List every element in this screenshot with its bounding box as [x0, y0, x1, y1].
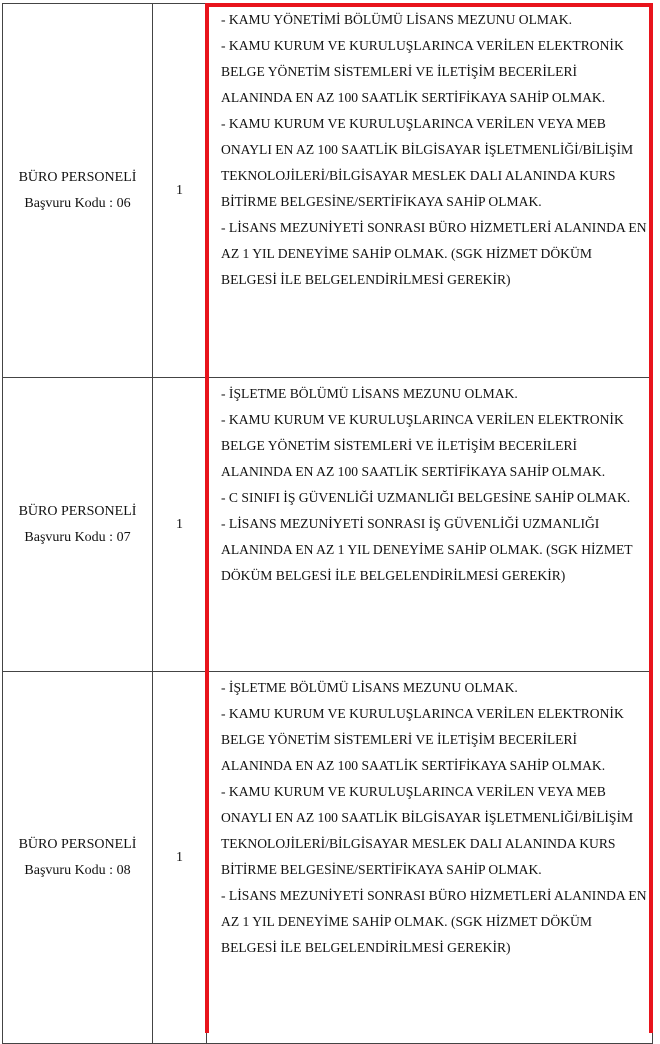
count-cell: 1: [153, 378, 207, 672]
requirement-item: - İŞLETME BÖLÜMÜ LİSANS MEZUNU OLMAK.: [221, 680, 518, 695]
position-cell: [3, 4, 153, 378]
requirement-item: - İŞLETME BÖLÜMÜ LİSANS MEZUNU OLMAK.: [221, 386, 518, 401]
requirement-item: - KAMU KURUM VE KURULUŞLARINCA VERİLEN VEYA MEB ONAYLI EN AZ 100 SAATLİK BİLGİSAYAR İŞLETMENLİĞİ/BİLİŞİM TEKNOLOJİLERİ/BİLGİSAYAR MESLEK DALI ALANINDA KURS BİTİRME BELGESİNE/SERTİFİKAYA SAHİP OLMAK.: [221, 784, 634, 877]
position-title: BÜRO PERSONELİ: [18, 836, 137, 852]
requirement-item: - KAMU YÖNETİMİ BÖLÜMÜ LİSANS MEZUNU OLMAK.: [221, 12, 573, 27]
requirements-cell: [207, 672, 653, 1044]
requirement-item: - LİSANS MEZUNİYETİ SONRASI İŞ GÜVENLİĞİ UZMANLIĞI ALANINDA EN AZ 1 YIL DENEYİME SAHİP OLMAK. (SGK HİZMET DÖKÜM BELGESİ İLE BELGELENDİRİLMESİ GEREKİR): [221, 516, 633, 583]
requirement-item: - KAMU KURUM VE KURULUŞLARINCA VERİLEN ELEKTRONİK BELGE YÖNETİM SİSTEMLERİ VE İLETİŞİM BECERİLERİ ALANINDA EN AZ 100 SAATLİK SERTİFİKAYA SAHİP OLMAK.: [221, 38, 624, 105]
count-cell: 1: [153, 672, 207, 1044]
position-cell: [3, 378, 153, 672]
table-row: [3, 672, 653, 1044]
table-row: [3, 4, 653, 378]
requirement-item: - LİSANS MEZUNİYETİ SONRASI BÜRO HİZMETLERİ ALANINDA EN AZ 1 YIL DENEYİME SAHİP OLMAK. (SGK HİZMET DÖKÜM BELGESİ İLE BELGELENDİRİLMESİ GEREKİR): [221, 220, 647, 287]
application-code: Başvuru Kodu : 07: [24, 529, 131, 545]
position-cell: [3, 672, 153, 1044]
table-row: [3, 378, 653, 672]
requirements-cell: [207, 378, 653, 672]
application-code: Başvuru Kodu : 06: [24, 195, 131, 211]
position-title: BÜRO PERSONELİ: [18, 503, 137, 519]
requirements-cell: [207, 4, 653, 378]
requirement-item: - C SINIFI İŞ GÜVENLİĞİ UZMANLIĞI BELGESİNE SAHİP OLMAK.: [221, 490, 631, 505]
requirement-item: - KAMU KURUM VE KURULUŞLARINCA VERİLEN VEYA MEB ONAYLI EN AZ 100 SAATLİK BİLGİSAYAR İŞLETMENLİĞİ/BİLİŞİM TEKNOLOJİLERİ/BİLGİSAYAR MESLEK DALI ALANINDA KURS BİTİRME BELGESİNE/SERTİFİKAYA SAHİP OLMAK.: [221, 116, 634, 209]
count-cell: 1: [153, 4, 207, 378]
position-title: BÜRO PERSONELİ: [18, 169, 137, 185]
application-code: Başvuru Kodu : 08: [24, 862, 131, 878]
requirement-item: - KAMU KURUM VE KURULUŞLARINCA VERİLEN ELEKTRONİK BELGE YÖNETİM SİSTEMLERİ VE İLETİŞİM BECERİLERİ ALANINDA EN AZ 100 SAATLİK SERTİFİKAYA SAHİP OLMAK.: [221, 706, 624, 773]
requirement-item: - LİSANS MEZUNİYETİ SONRASI BÜRO HİZMETLERİ ALANINDA EN AZ 1 YIL DENEYİME SAHİP OLMAK. (SGK HİZMET DÖKÜM BELGESİ İLE BELGELENDİRİLMESİ GEREKİR): [221, 888, 647, 955]
requirement-item: - KAMU KURUM VE KURULUŞLARINCA VERİLEN ELEKTRONİK BELGE YÖNETİM SİSTEMLERİ VE İLETİŞİM BECERİLERİ ALANINDA EN AZ 100 SAATLİK SERTİFİKAYA SAHİP OLMAK.: [221, 412, 624, 479]
requirements-table: [2, 3, 653, 1044]
